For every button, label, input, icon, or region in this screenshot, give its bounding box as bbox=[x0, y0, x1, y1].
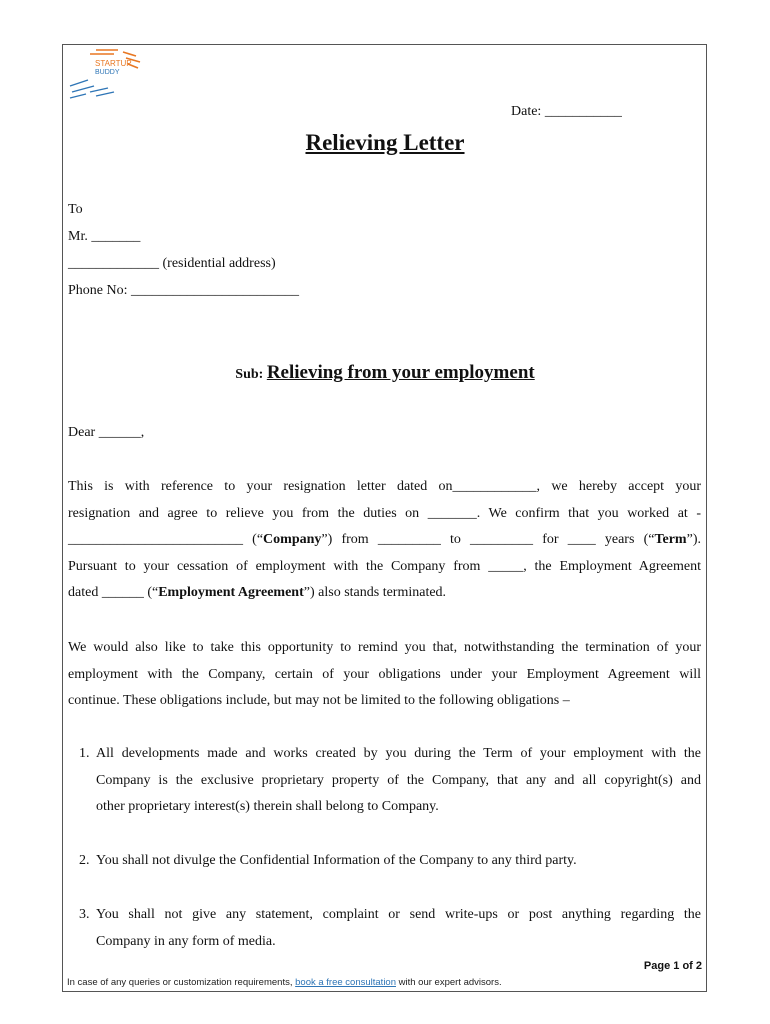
recipient-address: _____________ (residential address) bbox=[68, 256, 276, 271]
para1-line: Pursuant to your cessation of employment with the Company from _____, the Employment Agreement bbox=[68, 558, 701, 574]
item-number: 3. bbox=[79, 907, 90, 922]
para1-line: resignation and agree to relieve you from the duties on _______. We confirm that you worked at - bbox=[68, 505, 701, 521]
para1-text: ”) also stands terminated. bbox=[303, 585, 447, 600]
para1-text: _________________________ (“ bbox=[68, 532, 264, 547]
recipient-to: To bbox=[68, 202, 83, 217]
para1-text: dated ______ (“ bbox=[68, 585, 159, 600]
obligation-item-2 bbox=[68, 848, 701, 875]
item-line: All developments made and works created by you during the Term of your employment with the bbox=[96, 746, 701, 761]
item-text bbox=[96, 902, 701, 955]
footer-text: In case of any queries or customization requirements, bbox=[67, 977, 296, 988]
salutation: Dear ______, bbox=[68, 425, 145, 440]
item-line: You shall not divulge the Confidential Information of the Company to any third party. bbox=[96, 853, 577, 868]
item-text bbox=[96, 741, 701, 821]
logo-text-startup: STARTUP bbox=[95, 59, 132, 68]
logo-blue-lines bbox=[70, 80, 114, 98]
para2-line: continue. These obligations include, but may not be limited to the following obligations – bbox=[68, 693, 570, 708]
item-number: 1. bbox=[79, 746, 90, 761]
recipient-phone: Phone No: ________________________ bbox=[68, 283, 299, 298]
subject-prefix: Sub: bbox=[235, 367, 264, 382]
startup-buddy-logo bbox=[68, 48, 148, 106]
obligation-item-1 bbox=[68, 741, 701, 821]
term-company: Company bbox=[263, 532, 322, 547]
paragraph-2 bbox=[68, 635, 701, 715]
subject-line bbox=[0, 362, 770, 384]
footer-note bbox=[67, 977, 502, 988]
para1-text: ”) from _________ to _________ for ____ years (“ bbox=[321, 532, 655, 547]
para2-line: We would also like to take this opportunity to remind you that, notwithstanding the termination of your bbox=[68, 640, 701, 655]
paragraph-1 bbox=[68, 474, 701, 607]
term-term: Term bbox=[654, 532, 687, 547]
para1-line bbox=[68, 527, 701, 554]
item-line: Company in any form of media. bbox=[96, 933, 276, 949]
recipient-name: Mr. _______ bbox=[68, 229, 141, 244]
free-consultation-link[interactable]: book a free consultation bbox=[295, 977, 396, 988]
para1-line: This is with reference to your resignation letter dated on____________, we hereby accept your bbox=[68, 479, 701, 494]
obligation-item-3 bbox=[68, 902, 701, 956]
item-line: Company is the exclusive proprietary property of the Company, that any and all copyright(s) and bbox=[96, 772, 701, 788]
logo-text-buddy: BUDDY bbox=[95, 69, 120, 76]
item-line: You shall not give any statement, complaint or send write-ups or post anything regarding the bbox=[96, 907, 701, 922]
para1-line bbox=[68, 580, 701, 607]
term-employment-agreement: Employment Agreement bbox=[158, 585, 304, 600]
item-text bbox=[96, 848, 701, 875]
page-number: Page 1 of 2 bbox=[643, 960, 702, 972]
footer-text: with our expert advisors. bbox=[396, 977, 502, 988]
item-number: 2. bbox=[79, 853, 90, 868]
item-line: other proprietary interest(s) therein shall belong to Company. bbox=[96, 799, 439, 814]
para1-text: ”). bbox=[686, 532, 701, 547]
para2-line: employment with the Company, certain of your obligations under your Employment Agreement will bbox=[68, 666, 701, 682]
date-line: Date: ___________ bbox=[511, 104, 622, 119]
subject-text: Relieving from your employment bbox=[266, 362, 535, 383]
document-title: Relieving Letter bbox=[305, 130, 465, 155]
